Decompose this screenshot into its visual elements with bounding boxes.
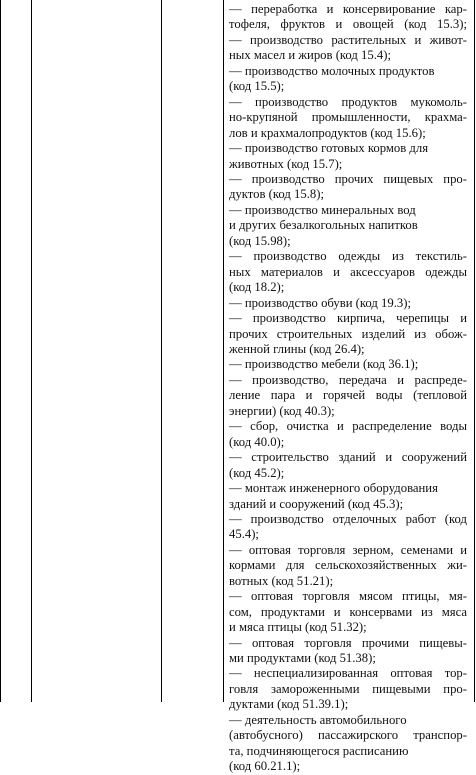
text-line: — производство отделочных работ (код xyxy=(229,511,467,526)
text-line: — производство кирпича, черепицы и xyxy=(229,311,467,326)
text-line: — оптовая торговля прочими пищевы- xyxy=(229,635,467,650)
text-line: прочих строительных изделий из обож- xyxy=(229,326,467,341)
text-line: — оптовая торговля зерном, семенами и xyxy=(229,542,467,557)
text-line: — производство продуктов мукомоль- xyxy=(229,94,467,109)
text-line: энергии) (код 40.3); xyxy=(229,403,335,418)
text-line: — деятельность автомобильного xyxy=(229,712,407,727)
text-line: (код 15.5); xyxy=(229,79,285,94)
text-line: и других безалкогольных напитков xyxy=(229,218,418,233)
text-line: — производство, передача и распреде- xyxy=(229,372,467,387)
text-line: и мяса птицы (код 51.32); xyxy=(229,620,367,635)
text-line: дуктов (код 15.8); xyxy=(229,187,324,202)
text-line: (код 60.21.1); xyxy=(229,759,301,774)
text-line: (код 45.2); xyxy=(229,465,285,480)
activity-list-cell xyxy=(229,2,467,775)
text-line: говля замороженными пищевыми про- xyxy=(229,681,467,696)
text-line: кормами для сельскохозяйственных жи- xyxy=(229,558,467,573)
text-line: (код 15.98); xyxy=(229,233,291,248)
text-line: — производство прочих пищевых про- xyxy=(229,171,467,186)
text-line: дуктами (код 51.39.1); xyxy=(229,697,349,712)
text-line: животных (код 15.7); xyxy=(229,156,343,171)
text-line: — производство растительных и живот- xyxy=(229,32,467,47)
text-line: тофеля, фруктов и овощей (код 15.3); xyxy=(229,17,467,32)
text-line: (код 40.0); xyxy=(229,434,285,449)
text-line: — производство обуви (код 19.3); xyxy=(229,295,411,310)
text-line: сом, продуктами и консервами из мяса xyxy=(229,604,467,619)
text-line: ных материалов и аксессуаров одежды xyxy=(229,264,467,279)
column-divider-2 xyxy=(161,0,162,702)
text-line: 45.4); xyxy=(229,527,259,542)
text-line: — монтаж инженерного оборудования xyxy=(229,481,438,496)
text-line: ление пара и горячей воды (тепловой xyxy=(229,388,467,403)
text-line: — производство мебели (код 36.1); xyxy=(229,357,419,372)
text-line: ми продуктами (код 51.38); xyxy=(229,651,376,666)
text-line: но-крупяной промышленности, крахма- xyxy=(229,110,467,125)
text-line: — сбор, очистка и распределение воды xyxy=(229,419,467,434)
table-border-right xyxy=(474,0,475,702)
text-line: (автобусного) пассажирского транспор- xyxy=(229,728,467,743)
text-line: — производство готовых кормов для xyxy=(229,141,429,156)
text-line: — производство молочных продуктов xyxy=(229,63,435,78)
text-line: — производство одежды из текстиль- xyxy=(229,249,467,264)
text-line: — оптовая торговля мясом птицы, мя- xyxy=(229,589,467,604)
text-line: лов и крахмалопродуктов (код 15.6); xyxy=(229,125,426,140)
text-line: — неспециализированная оптовая тор- xyxy=(229,666,467,681)
table-border-left xyxy=(0,0,1,702)
column-divider-3 xyxy=(223,0,224,702)
text-line: женной глины (код 26.4); xyxy=(229,341,365,356)
text-line: зданий и сооружений (код 45.3); xyxy=(229,496,404,511)
text-line: ных масел и жиров (код 15.4); xyxy=(229,48,391,63)
column-divider-1 xyxy=(31,0,32,702)
text-line: — строительство зданий и сооружений xyxy=(229,450,467,465)
text-line: вотных (код 51.21); xyxy=(229,573,334,588)
text-line: — производство минеральных вод xyxy=(229,202,416,217)
text-line: (код 18.2); xyxy=(229,280,285,295)
text-line: та, подчиняющегося расписанию xyxy=(229,743,409,758)
text-line: — переработка и консервирование кар- xyxy=(229,2,467,16)
